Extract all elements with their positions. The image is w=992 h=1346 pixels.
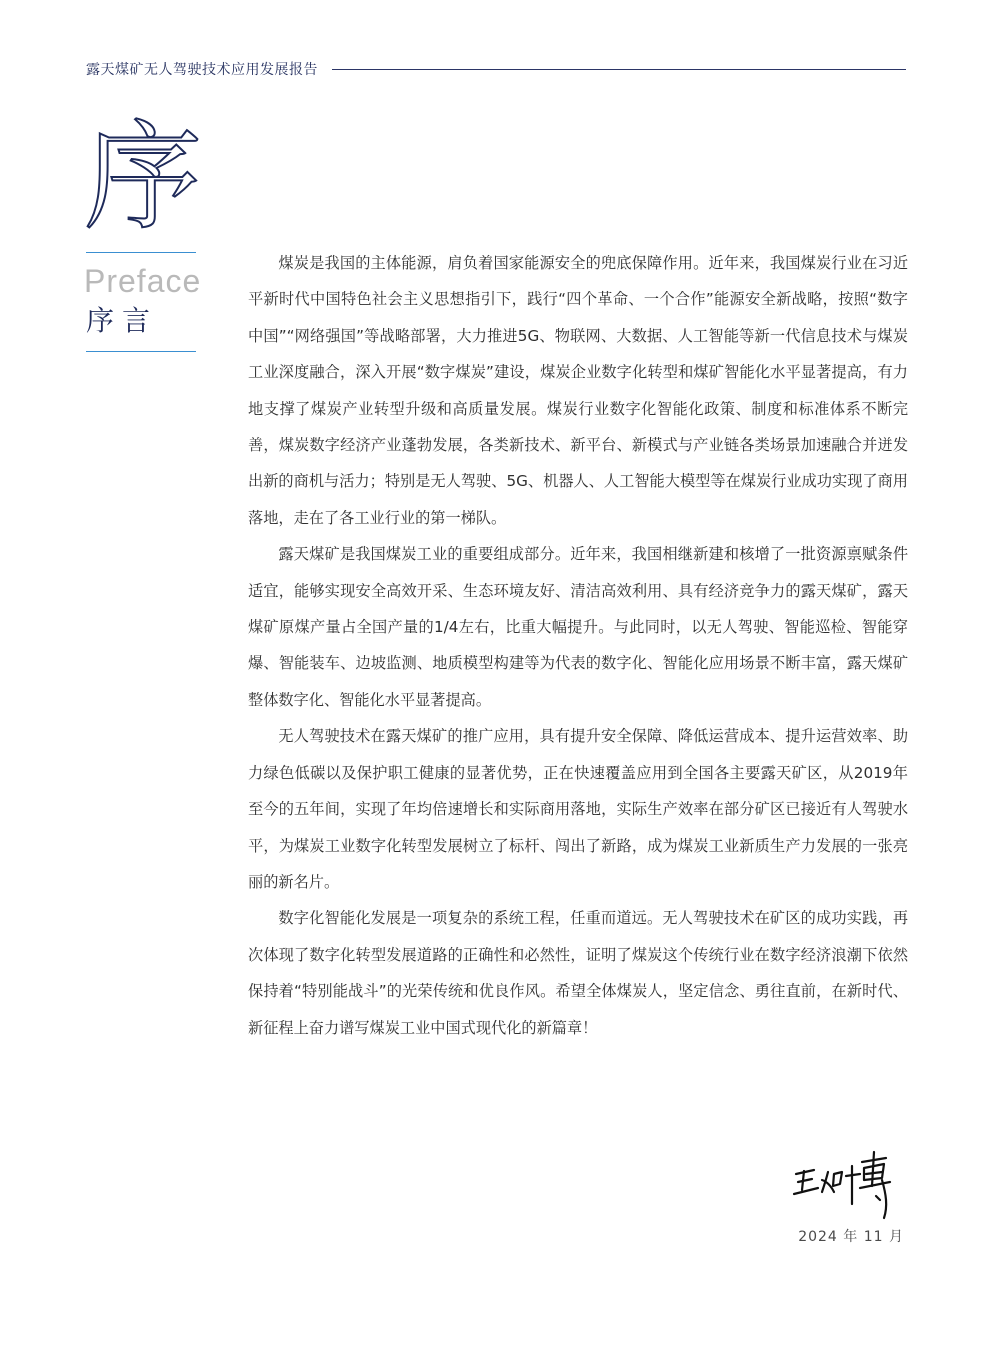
paragraph-1: 煤炭是我国的主体能源，肩负着国家能源安全的兜底保障作用。近年来，我国煤炭行业在习近平新时代中国特色社会主义思想指引下，践行“四个革命、一个合作”能源安全新战略，按照“数字中国”“网络强国”等战略部署，大力推进5G、物联网、大数据、人工智能等新一代信息技术与煤炭工业深度融合，深入开展“数字煤炭”建设，煤炭企业数字化转型和煤矿智能化水平显著提高，有力地支撑了煤炭产业转型升级和高质量发展。煤炭行业数字化智能化政策、制度和标准体系不断完善，煤炭数字经济产业蓬勃发展，各类新技术、新平台、新模式与产业链各类场景加速融合并迸发出新的商机与活力；特别是无人驾驶、5G、机器人、人工智能大模型等在煤炭行业成功实现了商用落地，走在了各工业行业的第一梯队。 bbox=[248, 254, 908, 527]
preface-large-character: 序 bbox=[84, 108, 203, 246]
paragraph-2: 露天煤矿是我国煤炭工业的重要组成部分。近年来，我国相继新建和核增了一批资源禀赋条件适宜，能够实现安全高效开采、生态环境友好、清洁高效利用、具有经济竞争力的露天煤矿，露天煤矿原煤产量占全国产量的1/4左右，比重大幅提升。与此同时，以无人驾驶、智能巡检、智能穿爆、智能装车、边坡监测、地质模型构建等为代表的数字化、智能化应用场景不断丰富，露天煤矿整体数字化、智能化水平显著提高。 bbox=[248, 545, 908, 709]
paragraph-4: 数字化智能化发展是一项复杂的系统工程，任重而道远。无人驾驶技术在矿区的成功实践，再次体现了数字化转型发展道路的正确性和必然性，证明了煤炭这个传统行业在数字经济浪潮下依然保持着“特别能战斗”的光荣传统和优良作风。希望全体煤炭人，坚定信念、勇往直前，在新时代、新征程上奋力谱写煤炭工业中国式现代化的新篇章！ bbox=[248, 909, 908, 1037]
date-stamp: 2024 年 11 月 bbox=[798, 1229, 904, 1245]
preface-rule-bottom bbox=[86, 351, 196, 352]
report-title: 露天煤矿无人驾驶技术应用发展报告 bbox=[86, 62, 318, 78]
preface-english-label: Preface bbox=[84, 263, 202, 299]
page-header bbox=[86, 57, 906, 81]
preface-body bbox=[248, 245, 908, 1046]
preface-chinese-label: 序言 bbox=[86, 304, 159, 337]
preface-rule-top bbox=[86, 252, 196, 253]
handwritten-signature bbox=[790, 1150, 908, 1222]
header-divider bbox=[332, 69, 906, 70]
paragraph-3: 无人驾驶技术在露天煤矿的推广应用，具有提升安全保障、降低运营成本、提升运营效率、助力绿色低碳以及保护职工健康的显著优势，正在快速覆盖应用到全国各主要露天矿区，从2019年至今的五年间，实现了年均倍速增长和实际商用落地，实际生产效率在部分矿区已接近有人驾驶水平，为煤炭工业数字化转型发展树立了标杆、闯出了新路，成为煤炭工业新质生产力发展的一张亮丽的新名片。 bbox=[248, 727, 908, 891]
